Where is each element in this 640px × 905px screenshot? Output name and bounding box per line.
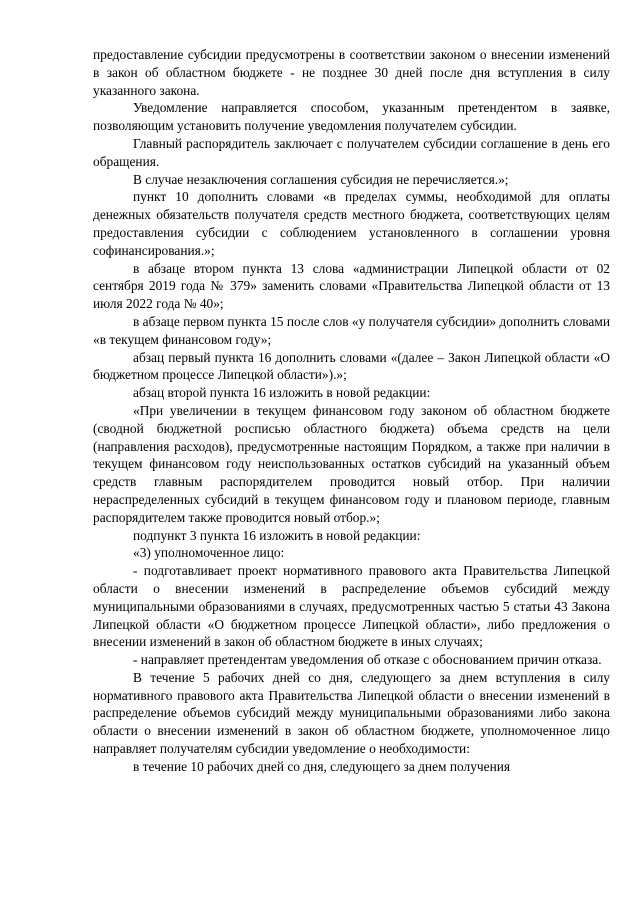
paragraph: пункт 10 дополнить словами «в пределах суммы, необходимой для оплаты денежных обязательств получателя средств местного бюджета, соответствующих целям предоставления субсидии с соблюдением установленного в соглашении уровня софинансирования.»; <box>93 189 610 258</box>
paragraph: «3) уполномоченное лицо: <box>133 545 285 561</box>
paragraph: абзац первый пункта 16 дополнить словами «(далее – Закон Липецкой области «О бюджетном процессе Липецкой области»).»; <box>93 349 610 383</box>
paragraph: подпункт 3 пункта 16 изложить в новой редакции: <box>133 527 421 543</box>
paragraph: в абзаце первом пункта 15 после слов «у получателя субсидии» дополнить словами «в текущем финансовом году»; <box>93 313 610 347</box>
paragraph: в течение 10 рабочих дней со дня, следующего за днем получения <box>133 758 511 774</box>
paragraph: Уведомление направляется способом, указанным претендентом в заявке, позволяющим установить получение уведомления получателем субсидии. <box>93 100 610 134</box>
paragraph: - подготавливает проект нормативного правового акта Правительства Липецкой области о внесении изменений в распределение объемов субсидий между муниципальными образованиями в случаях, предусмотренных частью 5 статьи 43 Закона Липецкой области «О бюджетном процессе Липецкой области», либо предложения о внесении изменений в закон об областном бюджете в иных случаях; <box>93 563 610 650</box>
paragraph: предоставление субсидии предусмотрены в соответствии законом о внесении изменений в закон об областном бюджете - не позднее 30 дней после дня вступления в силу указанного закона. <box>93 47 610 98</box>
paragraph: В случае незаключения соглашения субсидия не перечисляется.»; <box>133 171 509 187</box>
paragraph: - направляет претендентам уведомления об отказе с обоснованием причин отказа. <box>133 652 602 668</box>
paragraph: Главный распорядитель заключает с получателем субсидии соглашение в день его обращения. <box>93 135 610 169</box>
paragraph: абзац второй пункта 16 изложить в новой редакции: <box>133 385 431 401</box>
paragraph: «При увеличении в текущем финансовом году законом об областном бюджете (сводной бюджетной росписью областного бюджета) объема средств на цели (направления расходов), предусмотренные настоящим Порядком, а также при наличии в текущем финансовом году неиспользованных остатков субсидий на указанный объем средств главным распорядителем проводится новый отбор. При наличии нераспределенных субсидий в текущем финансовом году и плановом периоде, главным распорядителем также проводится новый отбор.»; <box>93 402 610 525</box>
paragraph: В течение 5 рабочих дней со дня, следующего за днем вступления в силу нормативного правового акта Правительства Липецкой области о внесении изменений в распределение объемов субсидий между муниципальными образованиями либо закона области о внесении изменений в закон об областном бюджете, уполномоченное лицо направляет получателям субсидии уведомление о необходимости: <box>93 669 610 757</box>
paragraph: в абзаце втором пункта 13 слова «администрации Липецкой области от 02 сентября 2019 года № 379» заменить словами «Правительства Липецкой области от 13 июля 2022 года № 40»; <box>93 260 610 312</box>
